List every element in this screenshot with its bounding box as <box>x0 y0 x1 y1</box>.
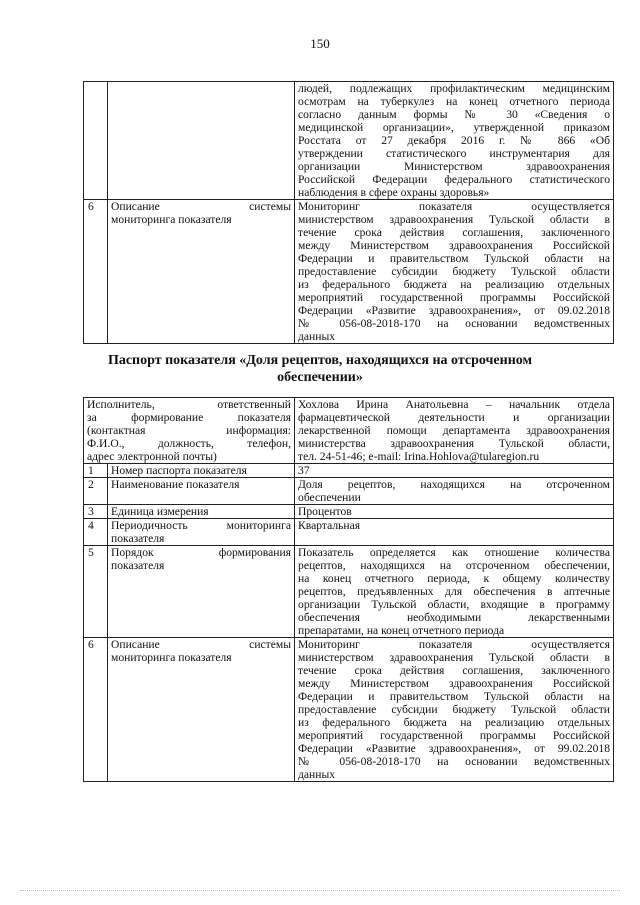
text-line: № 056-08-2018-170 на основании ведомственных <box>298 317 610 330</box>
cell-number: 6 <box>84 638 108 782</box>
text-line: рецептов, предъявленных для обеспечения в аптечные <box>298 585 611 598</box>
text-line: предоставление субсидии бюджету Тульской области <box>298 265 610 278</box>
text-line: тел. 24-51-46; e-mail: Irina.Hohlova@tularegion.ru <box>298 450 540 463</box>
cell-number: 3 <box>84 505 108 519</box>
text-line: согласно данным формы № 30 «Сведения о <box>298 108 610 121</box>
cell-number <box>84 82 108 200</box>
text-line: обеспечения необходимыми лекарственными <box>298 611 611 624</box>
text-line: фармацевтической деятельности и организации <box>298 411 611 424</box>
cell-label: Наименование показателя <box>108 478 295 505</box>
text-line: Росстата от 27 декабря 2016 г. № 866 «Об <box>298 134 610 147</box>
text-line: Доля рецептов, находящихся на отсроченном <box>298 478 611 491</box>
text-line: наблюдения в сфере охраны здоровья» <box>298 186 490 199</box>
cell-label <box>108 546 295 638</box>
label-line: Ф.И.О., должность, телефон, <box>87 437 292 450</box>
text-line: между Министерством здравоохранения Российской <box>298 239 610 252</box>
text-line: из федерального бюджета на реализацию отдельных <box>298 278 610 291</box>
text-line: Мониторинг показателя осуществляется <box>298 200 610 213</box>
cell-value: 37 <box>295 464 614 478</box>
text-line: № 056-08-2018-170 на основании ведомственных <box>298 755 611 768</box>
cell-label <box>108 638 295 782</box>
label-line: Описание системы <box>111 638 292 651</box>
label-line: Описание системы <box>111 200 291 213</box>
cell-label <box>108 519 295 546</box>
cell-number: 1 <box>84 464 108 478</box>
label-line: Порядок формирования <box>111 546 292 559</box>
text-line: течение срока действия соглашения, заключенного <box>298 664 611 677</box>
text-line: предоставление субсидии бюджету Тульской области <box>298 703 611 716</box>
text-line: лекарственной помощи департамента здравоохранения <box>298 424 611 437</box>
table-row <box>84 464 614 478</box>
text-line: рецептов, находящихся на отсроченном обеспечении, <box>298 559 611 572</box>
text-line: Федерации и правительством Тульской области на <box>298 690 611 703</box>
cell-value <box>295 82 614 200</box>
cell-number: 2 <box>84 478 108 505</box>
text-line: организации Министерством здравоохранения <box>298 160 610 173</box>
text-line: Хохлова Ирина Анатольевна – начальник отдела <box>298 398 611 411</box>
heading-line: обеспечении» <box>277 370 363 385</box>
table-row <box>84 478 614 505</box>
text-line: обеспечении <box>298 491 361 504</box>
indicator-passport-table <box>83 397 614 782</box>
text-line: Федерации «Развитие здравоохранения», от 99.02.2018 <box>298 742 611 755</box>
label-line: мониторинга показателя <box>111 651 232 664</box>
text-line: между Министерством здравоохранения Российской <box>298 677 611 690</box>
page-number: 150 <box>310 36 330 51</box>
text-line: Показатель определяется как отношение количества <box>298 546 611 559</box>
cell-label: Единица измерения <box>108 505 295 519</box>
cell-value <box>295 638 614 782</box>
text-line: министерства здравоохранения Тульской области, <box>298 437 611 450</box>
table-row <box>84 82 614 200</box>
text-line: мероприятий государственной программы Российской <box>298 729 611 742</box>
text-line: течение срока действия соглашения, заключенного <box>298 226 610 239</box>
text-line: Российской Федерации федерального статистического <box>298 173 610 186</box>
text-line: утверждении статистического инструментария для <box>298 147 610 160</box>
cell-number: 4 <box>84 519 108 546</box>
label-line: Исполнитель, ответственный <box>87 398 292 411</box>
cell-value: Процентов <box>295 505 614 519</box>
passport-heading <box>0 352 640 386</box>
heading-line: Паспорт показателя «Доля рецептов, находящихся на отсроченном <box>107 353 533 368</box>
text-line: Мониторинг показателя осуществляется <box>298 638 611 651</box>
label-line: за формирование показателя <box>87 411 292 424</box>
cell-label: Номер паспорта показателя <box>108 464 295 478</box>
text-line: министерством здравоохранения Тульской области в <box>298 651 611 664</box>
text-line: организации Тульской области, входящие в программу <box>298 598 611 611</box>
cell-number: 6 <box>84 200 108 344</box>
text-line: Федерации «Развитие здравоохранения», от 09.02.2018 <box>298 304 610 317</box>
cell-value <box>295 398 614 464</box>
text-line: людей, подлежащих профилактическим медицинским <box>298 82 610 95</box>
cell-label <box>108 82 295 200</box>
text-line: данных <box>298 768 336 781</box>
table-row <box>84 546 614 638</box>
cell-value: Квартальная <box>295 519 614 546</box>
table-row <box>84 398 614 464</box>
text-line: данных <box>298 330 336 343</box>
cell-label <box>84 398 295 464</box>
text-line: осмотрам на туберкулез на конец отчетного периода <box>298 95 610 108</box>
text-line: министерством здравоохранения Тульской области в <box>298 213 610 226</box>
table-row <box>84 200 614 344</box>
label-line: адрес электронной почты) <box>87 450 217 463</box>
cell-value <box>295 478 614 505</box>
table-row <box>84 505 614 519</box>
text-line: препаратами, на конец отчетного периода <box>298 624 505 637</box>
indicator-table-continued <box>83 81 614 344</box>
label-line: показателя <box>111 559 165 572</box>
cell-number: 5 <box>84 546 108 638</box>
text-line: на конец отчетного периода, к общему количеству <box>298 572 611 585</box>
cell-label <box>108 200 295 344</box>
scan-noise-divider <box>20 890 620 892</box>
table-row <box>84 519 614 546</box>
text-line: мероприятий государственной программы Российской <box>298 291 610 304</box>
table-row <box>84 638 614 782</box>
cell-value <box>295 200 614 344</box>
label-line: Периодичность мониторинга <box>111 519 292 532</box>
label-line: (контактная информация: <box>87 424 292 437</box>
text-line: Федерации и правительством Тульской области на <box>298 252 610 265</box>
label-line: показателя <box>111 532 165 545</box>
label-line: мониторинга показателя <box>111 213 232 226</box>
text-line: медицинской организации», утвержденной приказом <box>298 121 610 134</box>
cell-value <box>295 546 614 638</box>
text-line: из федерального бюджета на реализацию отдельных <box>298 716 611 729</box>
